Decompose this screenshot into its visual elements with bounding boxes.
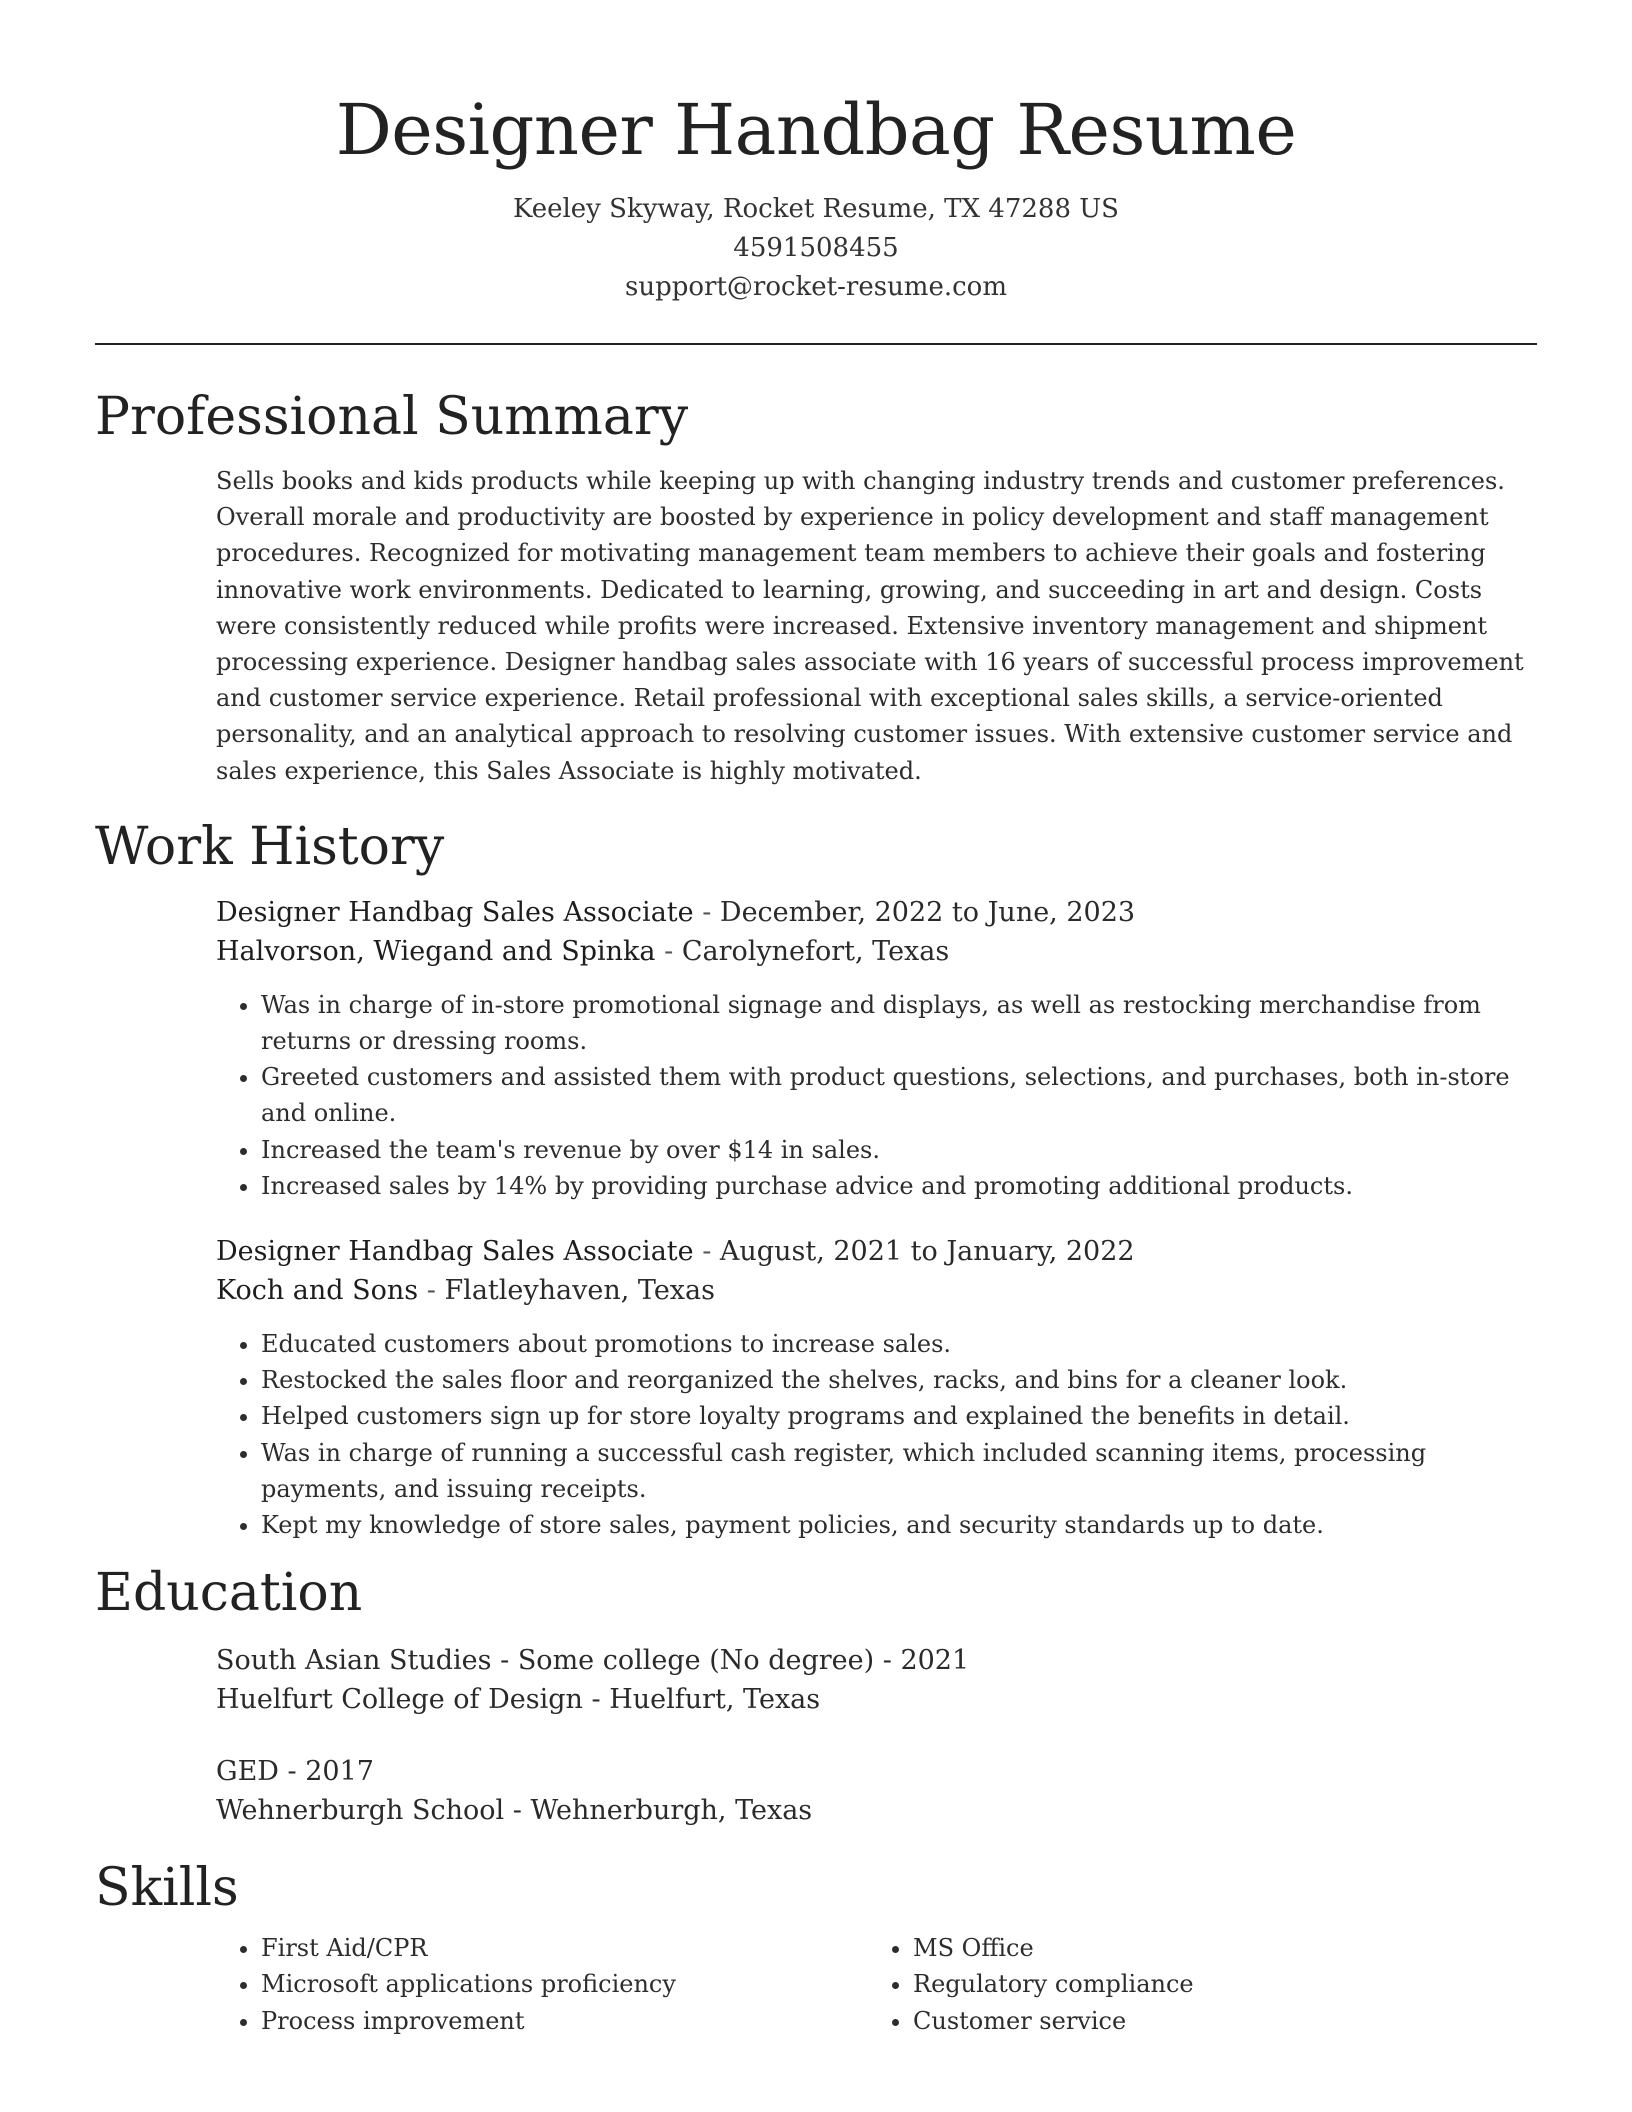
education-field: South Asian Studies — [216, 1645, 492, 1677]
contact-phone: 4591508455 — [733, 233, 899, 263]
skill-item: • Microsoft applications proficiency — [261, 1966, 868, 2002]
education-degree-line: South Asian Studies - Some college (No degree) - 2021 — [216, 1645, 970, 1677]
header-divider — [95, 343, 1537, 345]
job-dates: December, 2022 to June, 2023 — [719, 896, 1136, 928]
education-degree-line: GED - 2017 — [216, 1756, 374, 1788]
resume-page — [95, 0, 1537, 2039]
job-bullets — [216, 987, 1537, 1204]
contact-block — [95, 190, 1537, 307]
job-location: Flatleyhaven, Texas — [444, 1275, 715, 1307]
job-title: Designer Handbag Sales Associate — [216, 1236, 694, 1268]
education-degree: Some college (No degree) — [517, 1645, 875, 1677]
list-item: • Increased sales by 14% by providing purchase advice and promoting additional products. — [261, 1168, 1537, 1204]
education-field: GED — [216, 1756, 279, 1788]
job-company: Koch and Sons — [216, 1275, 419, 1307]
job-entry — [216, 893, 1537, 1204]
job-location: Carolynefort, Texas — [681, 935, 950, 967]
skill-item: • Process improvement — [261, 2003, 868, 2039]
job-title-line: Designer Handbag Sales Associate - December, 2022 to June, 2023 — [216, 896, 1136, 928]
summary-heading: Professional Summary — [95, 387, 689, 447]
job-entry — [216, 1232, 1537, 1543]
list-item: • Increased the team's revenue by over $14 in sales. — [261, 1132, 1537, 1168]
education-location: Wehnerburgh, Texas — [530, 1795, 813, 1827]
job-company-line: Halvorson, Wiegand and Spinka - Carolynefort, Texas — [216, 935, 950, 967]
skill-item: • Customer service — [913, 2003, 1413, 2039]
list-item: • Helped customers sign up for store loyalty programs and explained the benefits in detail. — [261, 1398, 1537, 1434]
list-item: • Greeted customers and assisted them with product questions, selections, and purchases, both in-store and online. — [261, 1059, 1537, 1131]
resume-title: Designer Handbag Resume — [335, 89, 1297, 171]
contact-address: Keeley Skyway, Rocket Resume, TX 47288 US — [512, 194, 1119, 224]
job-bullets — [216, 1326, 1537, 1543]
list-item: • Was in charge of running a successful cash register, which included scanning items, processing payments, and issuing receipts. — [261, 1435, 1537, 1507]
job-dates: August, 2021 to January, 2022 — [719, 1236, 1135, 1268]
skills-grid — [216, 1930, 1537, 2039]
work-history-heading: Work History — [95, 816, 445, 877]
job-title-line: Designer Handbag Sales Associate - August, 2021 to January, 2022 — [216, 1236, 1135, 1268]
list-item: • Restocked the sales floor and reorganized the shelves, racks, and bins for a cleaner look. — [261, 1362, 1537, 1398]
skill-item: • Regulatory compliance — [913, 1966, 1413, 2002]
skills-list-right — [868, 1930, 1413, 2039]
job-company-line: Koch and Sons - Flatleyhaven, Texas — [216, 1275, 715, 1307]
education-heading: Education — [95, 1563, 363, 1624]
skill-item: • First Aid/CPR — [261, 1930, 868, 1966]
job-title: Designer Handbag Sales Associate — [216, 896, 694, 928]
skills-heading: Skills — [95, 1858, 239, 1919]
job-company: Halvorson, Wiegand and Spinka — [216, 935, 656, 967]
list-item: • Kept my knowledge of store sales, payment policies, and security standards up to date. — [261, 1507, 1537, 1543]
education-school-line: Wehnerburgh School - Wehnerburgh, Texas — [216, 1795, 813, 1827]
education-entry — [216, 1752, 1537, 1830]
list-item: • Educated customers about promotions to increase sales. — [261, 1326, 1537, 1362]
skills-list-left — [216, 1930, 868, 2039]
education-school: Huelfurt College of Design — [216, 1684, 583, 1716]
education-year: 2021 — [900, 1645, 970, 1677]
list-item: • Was in charge of in-store promotional signage and displays, as well as restocking merchandise from returns or dressing rooms. — [261, 987, 1537, 1059]
education-school: Wehnerburgh School — [216, 1795, 505, 1827]
education-school-line: Huelfurt College of Design - Huelfurt, Texas — [216, 1684, 821, 1716]
summary-text: Sells books and kids products while keeping up with changing industry trends and customer preferences. Overall morale and productivity are boosted by experience in policy development and staff management procedures. Recognized for motivating management team members to achieve their goals and fostering innovative work environments. Dedicated to learning, growing, and succeeding in art and design. Costs were consistently reduced while profits were increased. Extensive inventory management and shipment processing experience. Designer handbag sales associate with 16 years of successful process improvement and customer service experience. Retail professional with exceptional sales skills, a service-oriented personality, and an analytical approach to resolving customer issues. With extensive customer service and sales experience, this Sales Associate is highly motivated. — [216, 467, 1524, 785]
education-location: Huelfurt, Texas — [609, 1684, 821, 1716]
education-entry — [216, 1641, 1537, 1719]
contact-email: support@rocket-resume.com — [624, 272, 1007, 302]
education-year: 2017 — [305, 1756, 374, 1788]
skill-item: • MS Office — [913, 1930, 1413, 1966]
